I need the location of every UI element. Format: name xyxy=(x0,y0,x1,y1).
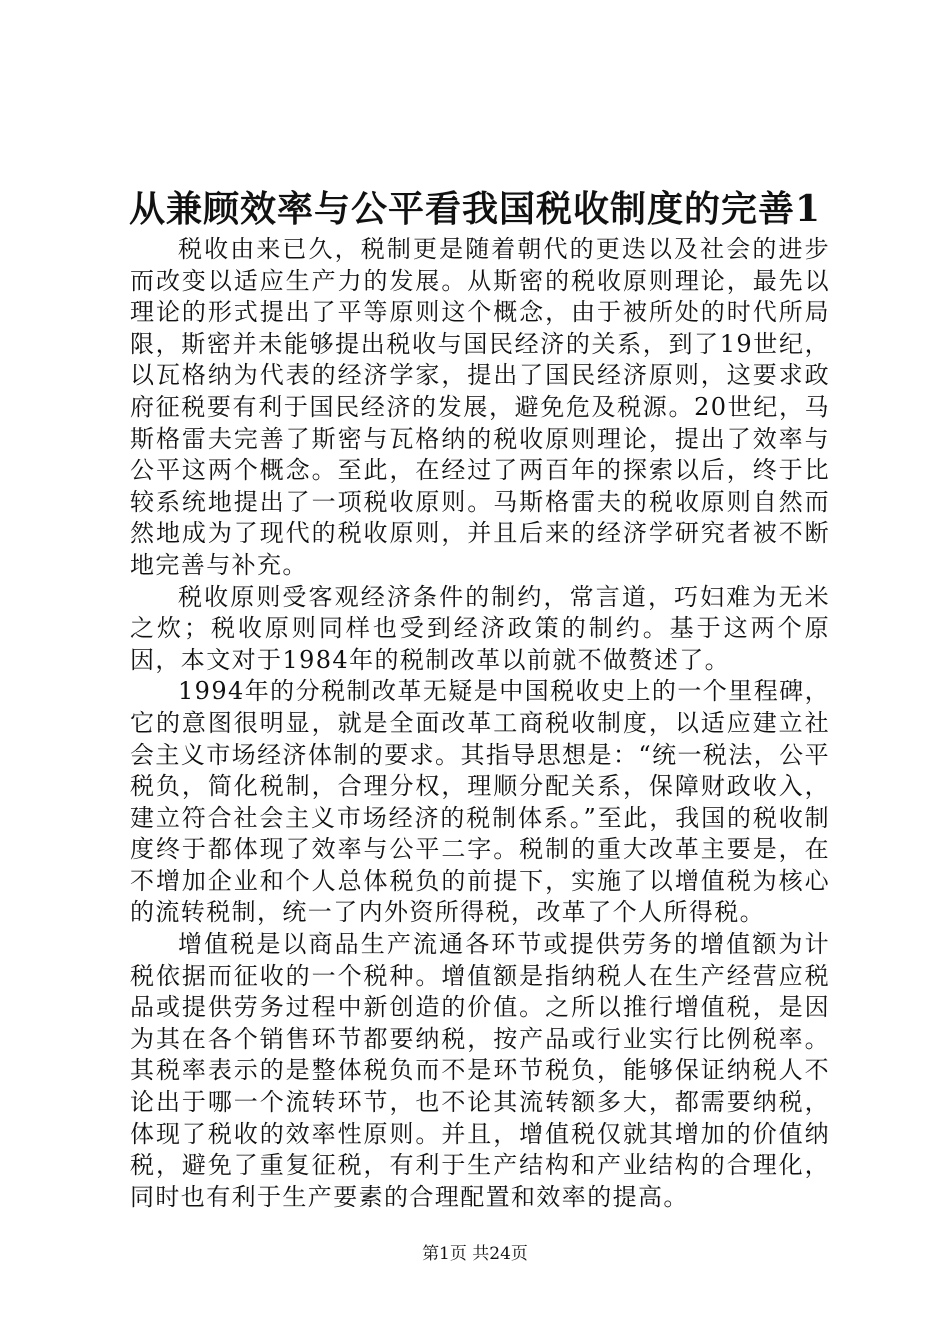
document-body xyxy=(130,234,830,1213)
paragraph: 税收由来已久，税制更是随着朝代的更迭以及社会的进步而改变以适应生产力的发展。从斯密的税收原则理论，最先以理论的形式提出了平等原则这个概念，由于被所处的时代所局限，斯密并未能够提出税收与国民经济的关系，到了19世纪，以瓦格纳为代表的经济学家，提出了国民经济原则，这要求政府征税要有利于国民经济的发展，避免危及税源。20世纪，马斯格雷夫完善了斯密与瓦格纳的税收原则理论，提出了效率与公平这两个概念。至此，在经过了两百年的探索以后，终于比较系统地提出了一项税收原则。马斯格雷夫的税收原则自然而然地成为了现代的税收原则，并且后来的经济学研究者被不断地完善与补充。 xyxy=(130,235,830,579)
paragraph: 增值税是以商品生产流通各环节或提供劳务的增值额为计税依据而征收的一个税种。增值额是指纳税人在生产经营应税品或提供劳务过程中新创造的价值。之所以推行增值税，是因为其在各个销售环节都要纳税，按产品或行业实行比例税率。其税率表示的是整体税负而不是环节税负，能够保证纳税人不论出于哪一个流转环节，也不论其流转额多大，都需要纳税，体现了税收的效率性原则。并且，增值税仅就其增加的价值纳税，避免了重复征税，有利于生产结构和产业结构的合理化，同时也有利于生产要素的合理配置和效率的提高。 xyxy=(130,930,830,1211)
paragraph: 1994年的分税制改革无疑是中国税收史上的一个里程碑，它的意图很明显，就是全面改革工商税收制度，以适应建立社会主义市场经济体制的要求。其指导思想是：“统一税法，公平税负，简化税制，合理分权，理顺分配关系，保障财政收入，建立符合社会主义市场经济的税制体系。”至此，我国的税收制度终于都体现了效率与公平二字。税制的重大改革主要是，在不增加企业和个人总体税负的前提下，实施了以增值税为核心的流转税制，统一了内外资所得税，改革了个人所得税。 xyxy=(130,677,830,927)
page-number-footer: 第1页 共24页 xyxy=(422,1244,528,1264)
document-title: 从兼顾效率与公平看我国税收制度的完善1 xyxy=(128,188,822,230)
paragraph: 税收原则受客观经济条件的制约，常言道，巧妇难为无米之炊；税收原则同样也受到经济政策的制约。基于这两个原因，本文对于1984年的税制改革以前就不做赘述了。 xyxy=(130,582,830,674)
